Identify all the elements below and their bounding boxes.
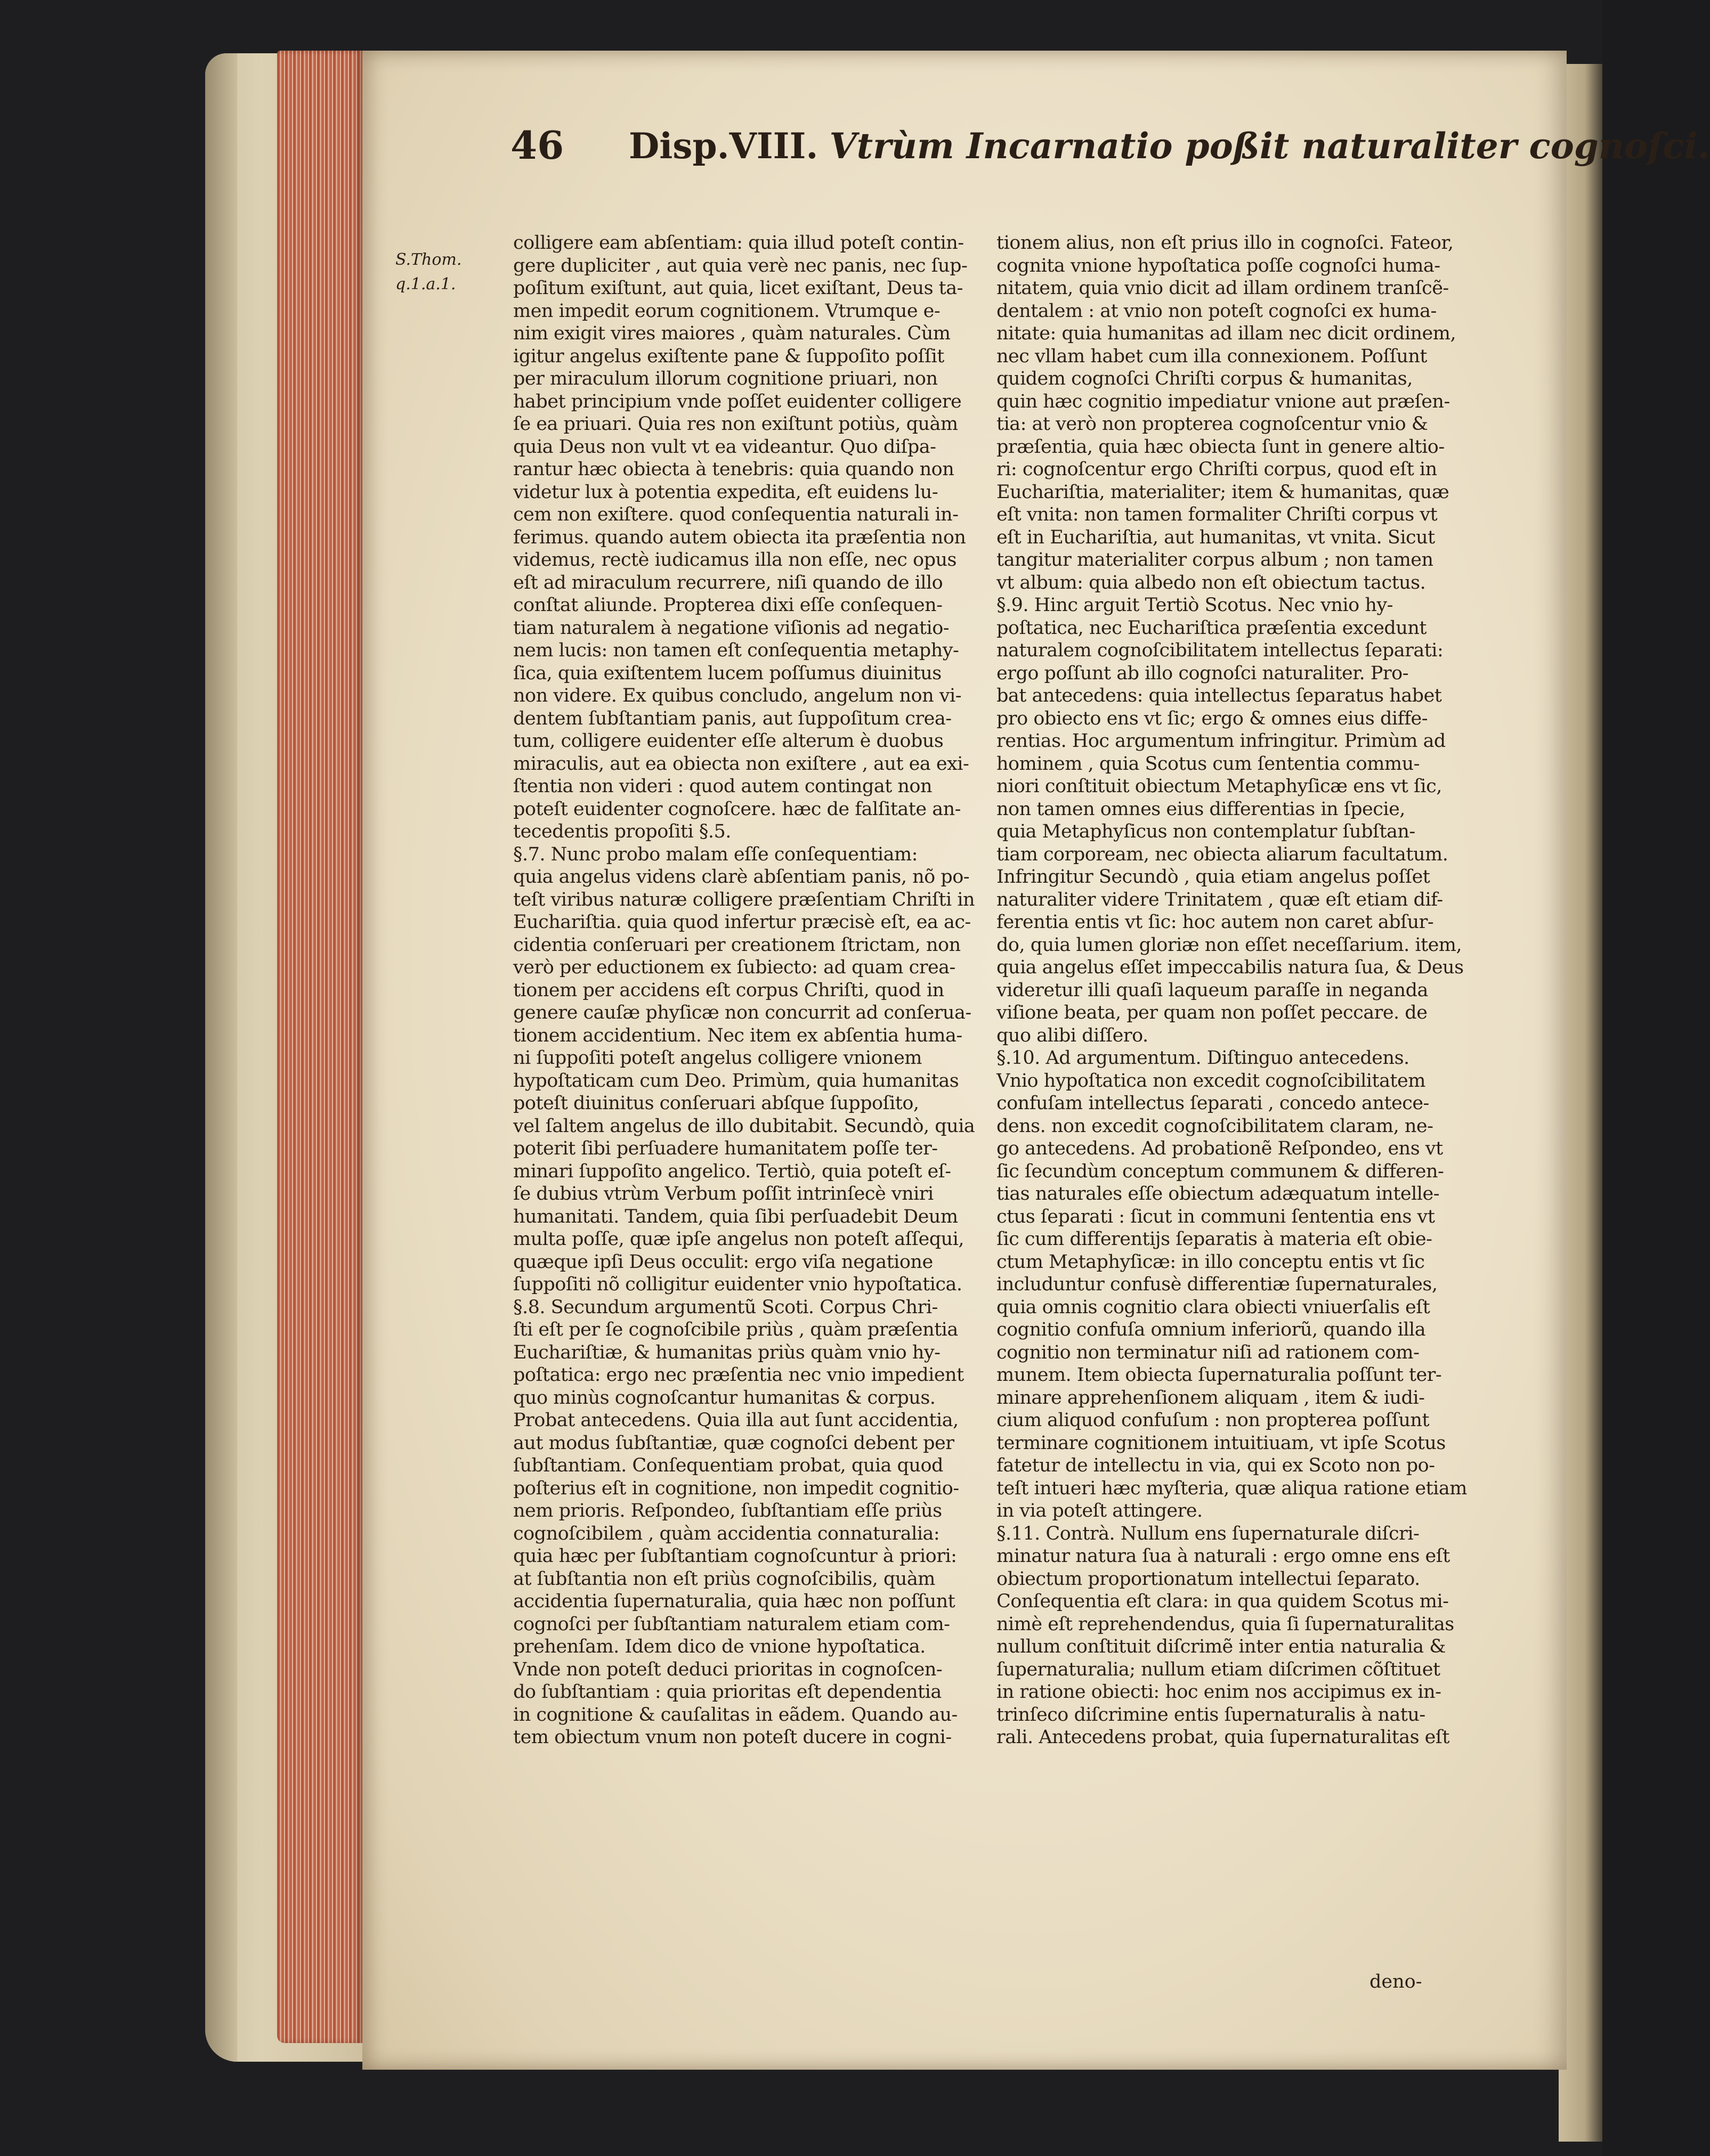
text-line: Euchariſtia. quia quod infertur præcisè eſt, ea ac- — [513, 912, 971, 933]
text-line: §.10. Ad argumentum. Diſtinguo antecedens. — [996, 1047, 1409, 1069]
text-line: ſti eſt per ſe cognoſcibile priùs , quàm præſentia — [513, 1319, 958, 1340]
text-line: quia angelus eſſet impeccabilis natura ſua, & Deus — [996, 957, 1464, 978]
text-line: multa poſſe, quæ ipſe angelus non poteſt aſſequi, — [513, 1228, 964, 1250]
text-line: do ſubſtantiam : quia prioritas eſt dependentia — [513, 1681, 942, 1703]
margin-note-line: q.1.a.1. — [395, 275, 456, 294]
text-line: accidentia ſupernaturalia, quia hæc non poſſunt — [513, 1591, 955, 1612]
text-line: quia Deus non vult vt ea videantur. Quo diſpa- — [513, 436, 936, 458]
text-line: naturaliter videre Trinitatem , quæ eſt etiam dif- — [996, 889, 1443, 910]
text-line: quo alibi diſſero. — [996, 1024, 1148, 1046]
text-line: quæque ipſi Deus occulit: ergo viſa negatione — [513, 1251, 933, 1273]
text-line: genere cauſæ phyſicæ non concurrit ad conſerua- — [513, 1002, 971, 1023]
text-line: habet principium vnde poſſet euidenter colligere — [513, 390, 962, 412]
text-line: rentias. Hoc argumentum infringitur. Primùm ad — [996, 730, 1446, 752]
text-line: obiectum proportionatum intellectui ſeparato. — [996, 1568, 1420, 1590]
text-line: tiam naturalem à negatione viſionis ad negatio- — [513, 617, 950, 639]
text-line: tionem alius, non eſt prius illo in cognoſci. Fateor, — [996, 232, 1454, 254]
text-line: videtur lux à potentia expedita, eſt euidens lu- — [513, 481, 938, 503]
text-line: teſt intueri hæc myſteria, quæ aliqua ratione etiam — [996, 1477, 1467, 1499]
catchword: deno- — [1369, 1971, 1422, 1992]
text-line: nimè eſt reprehendendus, quia ſi ſupernaturalitas — [996, 1613, 1454, 1635]
text-line: minare apprehenſionem aliquam , item & iudi- — [996, 1387, 1425, 1409]
red-page-edges — [277, 51, 362, 2043]
text-line: ſica, quia exiſtentem lucem poſſumus diuinitus — [513, 662, 942, 684]
text-line: poſitum exiſtunt, aut quia, licet exiſtant, Deus ta- — [513, 278, 963, 299]
text-line: poſterius eſt in cognitione, non impedit cognitio- — [513, 1477, 959, 1499]
text-line: quia angelus videns clarè abſentiam panis, nõ po- — [513, 866, 970, 888]
text-line: bat antecedens: quia intellectus ſeparatus habet — [996, 685, 1442, 706]
text-line: tum, colligere euidenter eſſe alterum è duobus — [513, 730, 944, 752]
text-line: tias naturales eſſe obiectum adæquatum intelle- — [996, 1183, 1440, 1205]
text-line: cognita vnione hypoſtatica poſſe cognoſci huma- — [996, 255, 1440, 276]
text-line: quidem cognoſci Chriſti corpus & humanitas, — [996, 368, 1413, 389]
text-line: quo minùs cognoſcantur humanitas & corpus. — [513, 1387, 936, 1409]
text-line: miraculis, aut ea obiecta non exiſtere , aut ea exi- — [513, 753, 969, 775]
text-line: Vnde non poteſt deduci prioritas in cognoſcen- — [513, 1658, 943, 1680]
text-line: quia Metaphyſicus non contemplatur ſubſtan- — [996, 821, 1415, 842]
page-number: 46 — [510, 123, 564, 168]
text-line: tiam corpoream, nec obiecta aliarum facultatum. — [996, 843, 1448, 865]
text-line: per miraculum illorum cognitione priuari, non — [513, 368, 938, 389]
text-line: poterit ſibi perſuadere humanitatem poſſe ter- — [513, 1138, 938, 1159]
margin-note — [395, 248, 481, 297]
text-line: igitur angelus exiſtente pane & ſuppoſito poſſit — [513, 345, 944, 367]
text-line: nem lucis: non tamen eſt conſequentia metaphy- — [513, 640, 959, 661]
header-disputation: Disp.VIII. — [629, 125, 818, 167]
text-line: fatetur de intellectu in via, qui ex Scoto non po- — [996, 1455, 1435, 1476]
text-line: men impedit eorum cognitionem. Vtrumque e- — [513, 300, 941, 322]
text-line: §.9. Hinc arguit Tertiò Scotus. Nec vnio hy- — [996, 595, 1393, 616]
text-line: tem obiectum vnum non poteſt ducere in cogni- — [513, 1727, 952, 1748]
text-line: Probat antecedens. Quia illa aut ſunt accidentia, — [513, 1410, 959, 1431]
text-line: in via poteſt attingere. — [996, 1500, 1203, 1522]
text-line: tia: at verò non propterea cognoſcentur vnio & — [996, 413, 1428, 435]
text-line: nem prioris. Reſpondeo, ſubſtantiam eſſe priùs — [513, 1500, 942, 1522]
text-line: colligere eam abſentiam: quia illud poteſt contin- — [513, 232, 964, 254]
text-line: quin hæc cognitio impediatur vnione aut præſen- — [996, 390, 1450, 412]
text-line: poteſt euidenter cognoſcere. hæc de falſitate an- — [513, 798, 961, 820]
text-line: terminare cognitionem intuitiuam, vt ipſe Scotus — [996, 1432, 1446, 1454]
text-line: ſe ea priuari. Quia res non exiſtunt potiùs, quàm — [513, 413, 958, 435]
text-line: tionem per accidens eſt corpus Chriſti, quod in — [513, 979, 944, 1001]
text-line: gere dupliciter , aut quia verè nec panis, nec ſup- — [513, 255, 968, 276]
text-line: ctum Metaphyſicæ: in illo conceptu entis vt ſic — [996, 1251, 1425, 1273]
text-line: cium aliquod confuſum : non propterea poſſunt — [996, 1410, 1430, 1431]
text-line: cidentia conſeruari per creationem ſtrictam, non — [513, 934, 961, 956]
text-line: tecedentis propoſiti §.5. — [513, 821, 731, 842]
margin-note-line: S.Thom. — [395, 250, 462, 269]
text-line: eſt ad miraculum recurrere, niſi quando de illo — [513, 572, 943, 593]
text-line: ferentia entis vt ſic: hoc autem non caret abſur- — [996, 912, 1434, 933]
text-line: naturalem cognoſcibilitatem intellectus ſeparati: — [996, 640, 1444, 661]
text-line: §.7. Nunc probo malam eſſe conſequentiam: — [513, 843, 918, 865]
right-text-column — [996, 232, 1535, 1749]
text-line: cognoſci per ſubſtantiam naturalem etiam com- — [513, 1613, 950, 1635]
text-line: humanitati. Tandem, quia ſibi perſuadebit Deum — [513, 1206, 958, 1227]
text-line: minatur natura ſua à naturali : ergo omne ens eſt — [996, 1545, 1450, 1567]
book-page — [362, 51, 1710, 2070]
text-line: ri: cognoſcentur ergo Chriſti corpus, quod eſt in — [996, 459, 1437, 480]
text-line: ſe dubius vtrùm Verbum poſſit intrinſecè vniri — [513, 1183, 934, 1205]
text-line: verò per eductionem ex ſubiecto: ad quam crea- — [513, 957, 955, 978]
text-line: poſtatica: ergo nec præſentia nec vnio impedient — [513, 1364, 964, 1386]
text-line: quia omnis cognitio clara obiecti vniuerſalis eſt — [996, 1296, 1430, 1318]
text-line: dentem ſubſtantiam panis, aut ſuppoſitum crea- — [513, 707, 952, 729]
text-line: tionem accidentium. Nec item ex abſentia huma- — [513, 1024, 962, 1046]
text-line: Infringitur Secundò , quia etiam angelus poſſet — [996, 866, 1430, 888]
text-line: conſtat aliunde. Propterea dixi eſſe conſequen- — [513, 595, 943, 616]
text-line: eſt in Euchariſtia, aut humanitas, vt vnita. Sicut — [996, 526, 1435, 548]
text-line: Vnio hypoſtatica non excedit cognoſcibilitatem — [996, 1070, 1425, 1092]
text-line: eſt vnita: non tamen formaliter Chriſti corpus vt — [996, 504, 1438, 525]
text-line: at ſubſtantia non eſt priùs cognoſcibilis, quàm — [513, 1568, 935, 1590]
header-title: Vtrùm Incarnatio poßit naturaliter cognoſci. — [829, 125, 1710, 167]
text-line: hypoſtaticam cum Deo. Primùm, quia humanitas — [513, 1070, 959, 1092]
text-line: nitatem, quia vnio dicit ad illam ordinem tranſcẽ- — [996, 278, 1449, 299]
text-line: ſupernaturalia; nullum etiam diſcrimen cõſtituet — [996, 1658, 1440, 1680]
text-line: viſione beata, per quam non poſſet peccare. de — [996, 1002, 1428, 1023]
text-line: rali. Antecedens probat, quia ſupernaturalitas eſt — [996, 1727, 1449, 1748]
text-line: hominem , quia Scotus cum ſententia commu- — [996, 753, 1420, 775]
text-line: tangitur materialiter corpus album ; non tamen — [996, 549, 1433, 571]
text-line: non videre. Ex quibus concludo, angelum non vi- — [513, 685, 962, 706]
text-line: cognitio non terminatur niſi ad rationem com- — [996, 1341, 1420, 1363]
text-line: vel ſaltem angelus de illo dubitabit. Secundò, quia — [513, 1115, 975, 1137]
text-line: cognoſcibilem , quàm accidentia connaturalia: — [513, 1523, 940, 1544]
text-line: munem. Item obiecta ſupernaturalia poſſunt ter- — [996, 1364, 1442, 1386]
text-line: dentalem : at vnio non poteſt cognoſci ex huma- — [996, 300, 1437, 322]
text-line: includuntur confusè differentiæ ſupernaturales, — [996, 1274, 1438, 1295]
text-line: ni ſuppoſiti poteſt angelus colligere vnionem — [513, 1047, 922, 1069]
text-line: vt album: quia albedo non eſt obiectum tactus. — [996, 572, 1426, 593]
text-line: ſic cum differentijs ſeparatis à materia eſt obie- — [996, 1228, 1432, 1250]
text-line: go antecedens. Ad probationẽ Reſpondeo, ens vt — [996, 1138, 1443, 1159]
text-line: do, quia lumen gloriæ non eſſet neceſſarium. item, — [996, 934, 1462, 956]
text-line: aut modus ſubſtantiæ, quæ cognoſci debent per — [513, 1432, 954, 1454]
text-line: poteſt diuinitus conſeruari abſque ſuppoſito, — [513, 1093, 919, 1114]
text-line: nec vllam habet cum illa connexionem. Poſſunt — [996, 345, 1427, 367]
text-line: Euchariſtiæ, & humanitas priùs quàm vnio hy- — [513, 1341, 941, 1363]
text-line: Euchariſtia, materialiter; item & humanitas, quæ — [996, 481, 1449, 503]
text-line: Conſequentia eſt clara: in qua quidem Scotus mi- — [996, 1591, 1449, 1612]
text-line: videretur illi quaſi laqueum paraſſe in neganda — [996, 979, 1428, 1001]
text-line: pro obiecto ens vt ſic; ergo & omnes eius diffe- — [996, 707, 1428, 729]
text-line: prehenſam. Idem dico de vnione hypoſtatica. — [513, 1636, 926, 1657]
text-line: confuſam intellectus ſeparati , concedo antece- — [996, 1093, 1429, 1114]
text-line: quia hæc per ſubſtantiam cognoſcuntur à priori: — [513, 1545, 957, 1567]
text-line: ferimus. quando autem obiecta ita præſentia non — [513, 526, 966, 548]
text-line: dens. non excedit cognoſcibilitatem claram, ne- — [996, 1115, 1433, 1137]
text-line: nitate: quia humanitas ad illam nec dicit ordinem, — [996, 323, 1456, 344]
text-line: ergo poſſunt ab illo cognoſci naturaliter. Pro- — [996, 662, 1409, 684]
text-line: præſentia, quia hæc obiecta ſunt in genere altio- — [996, 436, 1445, 458]
text-line: niori conſtituit obiectum Metaphyſicæ ens vt ſic, — [996, 776, 1442, 797]
text-line: ctus ſeparati : ſicut in communi ſententia ens vt — [996, 1206, 1435, 1227]
running-header — [629, 125, 1710, 167]
text-line: ſic ſecundùm conceptum communem & differen- — [996, 1160, 1444, 1182]
text-line: non tamen omnes eius differentias in ſpecie, — [996, 798, 1405, 820]
text-line: ſubſtantiam. Conſequentiam probat, quia quod — [513, 1455, 943, 1476]
text-line: nullum conſtituit diſcrimẽ inter entia naturalia & — [996, 1636, 1446, 1657]
text-line: in cognitione & cauſalitas in eãdem. Quando au- — [513, 1704, 958, 1726]
text-line: rantur hæc obiecta à tenebris: quia quando non — [513, 459, 954, 480]
text-line: minari ſuppoſito angelico. Tertiò, quia poteſt eſ- — [513, 1160, 951, 1182]
text-line: §.11. Contrà. Nullum ens ſupernaturale diſcri- — [996, 1523, 1420, 1544]
text-line: teſt viribus naturæ colligere præſentiam Chriſti in — [513, 889, 975, 910]
text-line: ſuppoſiti nõ colligitur euidenter vnio hypoſtatica. — [513, 1274, 962, 1295]
text-line: poſtatica, nec Euchariſtica præſentia excedunt — [996, 617, 1427, 639]
text-line: in ratione obiecti: hoc enim nos accipimus ex in- — [996, 1681, 1441, 1703]
text-line: nim exigit vires maiores , quàm naturales. Cùm — [513, 323, 951, 344]
text-line: trinſeco diſcrimine entis ſupernaturalis à natu- — [996, 1704, 1425, 1726]
text-line: ſtentia non videri : quod autem contingat non — [513, 776, 933, 797]
text-line: cem non exiſtere. quod conſequentia naturali in- — [513, 504, 959, 525]
text-line: videmus, rectè iudicamus illa non eſſe, nec opus — [513, 549, 957, 571]
text-line: cognitio confuſa omnium inferiorũ, quando illa — [996, 1319, 1426, 1340]
left-text-column — [513, 232, 1025, 1749]
text-line: §.8. Secundum argumentũ Scoti. Corpus Chri- — [513, 1296, 938, 1318]
